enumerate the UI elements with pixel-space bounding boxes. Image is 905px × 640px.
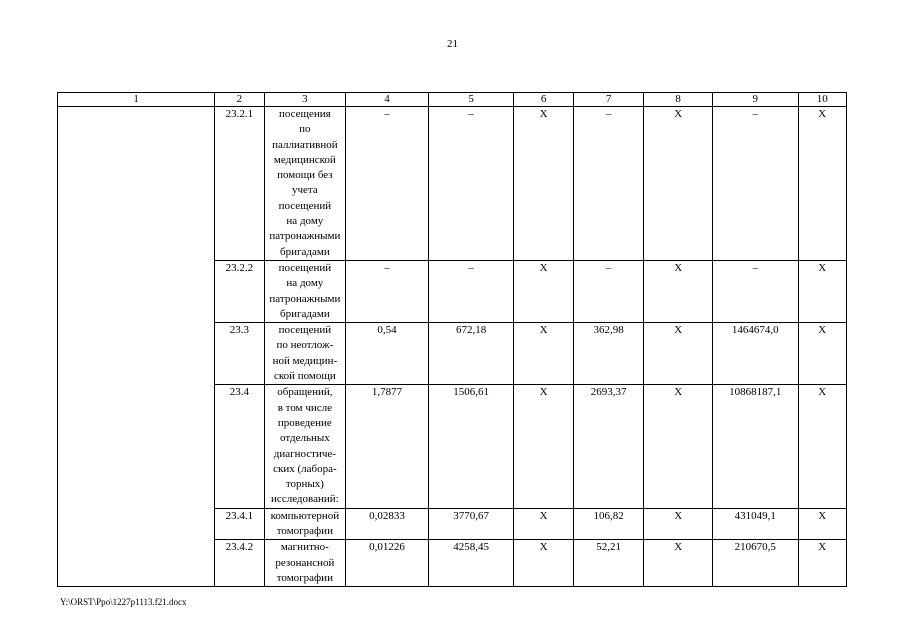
value-cell-8: Х: [644, 508, 713, 540]
indicator-name-line: посещений: [278, 324, 332, 337]
indicator-name-line: по неотлож-: [276, 339, 334, 352]
indicator-name-line: магнитно-: [280, 541, 329, 554]
indicator-name-line: в том числе: [277, 401, 332, 414]
indicator-name-line: диагностиче-: [273, 447, 336, 460]
value-cell-8: Х: [644, 385, 713, 508]
indicator-name-line: томографии: [276, 571, 333, 584]
indicator-name-line: компьютерной: [270, 509, 340, 522]
value-cell-9: 10868187,1: [712, 385, 798, 508]
value-cell-10: Х: [798, 107, 846, 261]
value-cell-6: Х: [514, 260, 573, 322]
header-cell-4: 4: [346, 93, 429, 107]
indicator-name-line: проведение: [277, 416, 332, 429]
table-row: [58, 107, 847, 261]
header-cell-10: 10: [798, 93, 846, 107]
value-cell-10: Х: [798, 540, 846, 587]
indicator-name-line: по: [299, 123, 311, 136]
value-cell-9: –: [712, 260, 798, 322]
value-cell-5: 1506,61: [428, 385, 514, 508]
header-cell-6: 6: [514, 93, 573, 107]
value-cell-10: Х: [798, 508, 846, 540]
header-row: [58, 93, 847, 107]
indicator-name-line: ной медицин-: [272, 354, 338, 367]
indicator-name-line: патронажными: [269, 230, 341, 243]
value-cell-9: 210670,5: [712, 540, 798, 587]
value-cell-5: –: [428, 107, 514, 261]
indicator-name-line: обращений,: [277, 386, 333, 399]
value-cell-5: 4258,45: [428, 540, 514, 587]
row-number-cell: 23.4: [215, 385, 264, 508]
value-cell-10: Х: [798, 385, 846, 508]
indicator-name-cell: [264, 508, 346, 540]
header-cell-5: 5: [428, 93, 514, 107]
value-cell-9: –: [712, 107, 798, 261]
indicator-name-line: исследований:: [271, 493, 339, 506]
value-cell-6: Х: [514, 107, 573, 261]
header-cell-9: 9: [712, 93, 798, 107]
indicator-name-cell: [264, 385, 346, 508]
header-cell-1: 1: [58, 93, 215, 107]
value-cell-4: 0,02833: [346, 508, 429, 540]
value-cell-7: –: [573, 260, 644, 322]
value-cell-4: 0,54: [346, 323, 429, 385]
indicator-name-line: на дому: [286, 215, 324, 228]
row-number-cell: 23.4.2: [215, 540, 264, 587]
indicator-name-line: паллиативной: [272, 138, 338, 151]
row-number-cell: 23.4.1: [215, 508, 264, 540]
indicator-name-line: учета: [291, 184, 318, 197]
indicator-name-line: медицинской: [273, 153, 336, 166]
header-cell-7: 7: [573, 93, 644, 107]
row-number-cell: 23.2.2: [215, 260, 264, 322]
value-cell-4: 0,01226: [346, 540, 429, 587]
value-cell-4: –: [346, 260, 429, 322]
value-cell-6: Х: [514, 540, 573, 587]
indicator-name-line: томографии: [276, 525, 333, 538]
indicator-name-line: посещения: [278, 108, 331, 120]
indicator-name-line: резонансной: [275, 556, 335, 569]
value-cell-7: 2693,37: [573, 385, 644, 508]
value-cell-7: –: [573, 107, 644, 261]
indicator-name-line: помощи без: [277, 169, 333, 182]
value-cell-7: 52,21: [573, 540, 644, 587]
value-cell-6: Х: [514, 323, 573, 385]
indicator-name-line: отдельных: [279, 432, 330, 445]
indicator-name-line: на дому: [286, 277, 324, 290]
empty-column-1-cell: [58, 107, 215, 587]
indicator-name-line: бригадами: [280, 307, 330, 320]
value-cell-7: 106,82: [573, 508, 644, 540]
value-cell-10: Х: [798, 323, 846, 385]
indicator-name-line: патронажными: [269, 292, 341, 305]
header-cell-2: 2: [215, 93, 264, 107]
value-cell-5: 3770,67: [428, 508, 514, 540]
indicator-name-line: ских (лабора-: [273, 462, 337, 475]
value-cell-5: 672,18: [428, 323, 514, 385]
indicator-name-line: бригадами: [280, 245, 330, 258]
value-cell-6: Х: [514, 385, 573, 508]
page-number: 21: [447, 38, 458, 50]
value-cell-7: 362,98: [573, 323, 644, 385]
row-number-cell: 23.2.1: [215, 107, 264, 261]
indicator-name-line: ской помощи: [273, 370, 336, 383]
value-cell-10: Х: [798, 260, 846, 322]
value-cell-4: 1,7877: [346, 385, 429, 508]
value-cell-8: Х: [644, 323, 713, 385]
row-number-cell: 23.3: [215, 323, 264, 385]
indicator-name-line: посещений: [278, 261, 332, 274]
value-cell-4: –: [346, 107, 429, 261]
value-cell-5: –: [428, 260, 514, 322]
value-cell-6: Х: [514, 508, 573, 540]
header-cell-8: 8: [644, 93, 713, 107]
header-cell-3: 3: [264, 93, 346, 107]
indicator-name-cell: [264, 540, 346, 587]
value-cell-8: Х: [644, 260, 713, 322]
value-cell-9: 1464674,0: [712, 323, 798, 385]
value-cell-8: Х: [644, 107, 713, 261]
indicator-name-line: торных): [285, 478, 324, 491]
value-cell-8: Х: [644, 540, 713, 587]
value-cell-9: 431049,1: [712, 508, 798, 540]
data-table: [57, 92, 847, 587]
indicator-name-cell: [264, 107, 346, 261]
file-path-footer: Y:\ORST\Ppo\1227p1113.f21.docx: [60, 597, 187, 607]
indicator-name-cell: [264, 260, 346, 322]
indicator-name-line: посещений: [278, 199, 332, 212]
indicator-name-cell: [264, 323, 346, 385]
